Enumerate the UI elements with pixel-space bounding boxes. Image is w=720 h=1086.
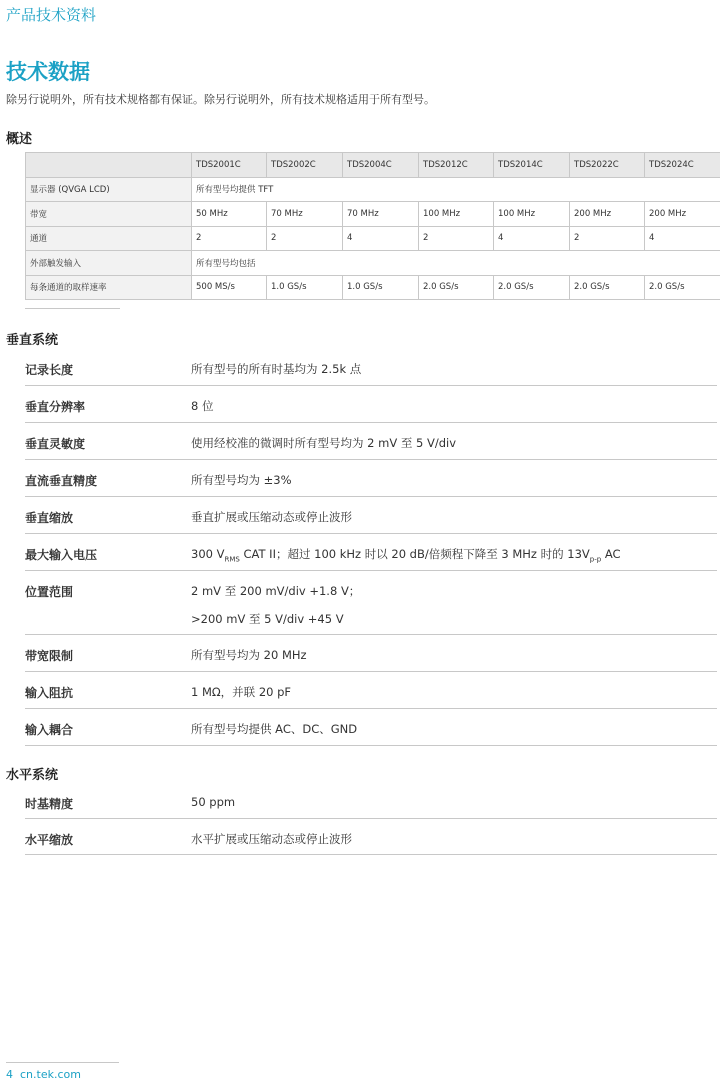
table-cell: 70 MHz xyxy=(343,202,419,227)
website-link[interactable]: cn.tek.com xyxy=(20,1068,81,1081)
row-label: 带宽 xyxy=(26,202,192,227)
table-cell: 1.0 GS/s xyxy=(267,275,343,300)
spec-label: 记录长度 xyxy=(25,363,74,377)
spec-label: 位置范围 xyxy=(25,585,74,599)
table-cell: 50 MHz xyxy=(192,202,267,227)
document-label: 产品技术资料 xyxy=(6,6,97,24)
table-cell: 1.0 GS/s xyxy=(343,275,419,300)
voltage-subscript: p-p xyxy=(589,555,602,564)
spec-row xyxy=(25,819,717,855)
model-header: TDS2002C xyxy=(267,153,343,178)
spec-label: 垂直灵敏度 xyxy=(25,437,86,451)
voltage-text: AC xyxy=(601,547,621,561)
table-row xyxy=(26,177,720,202)
model-header: TDS2004C xyxy=(343,153,419,178)
model-header: TDS2024C xyxy=(645,153,720,178)
table-cell: 200 MHz xyxy=(570,202,645,227)
table-cell: 100 MHz xyxy=(419,202,494,227)
spec-label: 垂直缩放 xyxy=(25,511,74,525)
page-number: 4 xyxy=(6,1068,13,1081)
table-corner-cell xyxy=(26,153,192,178)
spec-row xyxy=(25,672,717,709)
spec-row xyxy=(25,709,717,746)
voltage-text: 300 V xyxy=(191,547,225,561)
spec-row xyxy=(25,783,717,819)
table-cell: 2 xyxy=(267,226,343,251)
footer xyxy=(6,1068,81,1081)
voltage-subscript: RMS xyxy=(224,555,240,564)
table-cell: 2.0 GS/s xyxy=(645,275,720,300)
spec-value: 2 mV 至 200 mV/div +1.8 V； xyxy=(191,584,361,598)
spec-row xyxy=(25,349,717,386)
spec-value: >200 mV 至 5 V/div +45 V xyxy=(191,612,344,626)
spec-value: 所有型号均为 ±3% xyxy=(191,473,292,487)
table-row xyxy=(26,226,720,251)
footer-divider xyxy=(6,1062,119,1063)
spec-label: 水平缩放 xyxy=(25,833,74,847)
model-header: TDS2012C xyxy=(419,153,494,178)
table-row xyxy=(26,202,720,227)
spec-row xyxy=(25,386,717,423)
voltage-text: CAT II；超过 100 kHz 时以 20 dB/倍频程下降至 3 MHz 时的 13V xyxy=(239,547,590,561)
spec-value: 1 MΩ，并联 20 pF xyxy=(191,685,292,699)
spec-value: 50 ppm xyxy=(191,795,236,809)
table-header-row xyxy=(26,153,720,178)
table-cell: 2.0 GS/s xyxy=(570,275,645,300)
spec-value: 垂直扩展或压缩动态或停止波形 xyxy=(191,510,352,524)
model-header: TDS2001C xyxy=(192,153,267,178)
overview-table xyxy=(25,152,720,300)
spec-row xyxy=(25,497,717,534)
horizontal-spec-list xyxy=(25,783,717,855)
spec-value: 8 位 xyxy=(191,399,214,413)
table-cell: 70 MHz xyxy=(267,202,343,227)
spec-value: 所有型号的所有时基均为 2.5k 点 xyxy=(191,362,362,376)
table-cell: 2 xyxy=(419,226,494,251)
spec-row xyxy=(25,635,717,672)
table-cell: 4 xyxy=(494,226,570,251)
spec-value: 所有型号均提供 AC、DC、GND xyxy=(191,722,358,736)
table-cell: 100 MHz xyxy=(494,202,570,227)
spec-value xyxy=(191,546,621,563)
vertical-heading: 垂直系统 xyxy=(6,333,59,348)
row-label: 外部触发输入 xyxy=(26,251,192,276)
table-cell: 500 MS/s xyxy=(192,275,267,300)
spec-label: 输入耦合 xyxy=(25,723,74,737)
spec-label: 最大输入电压 xyxy=(25,548,98,562)
row-label: 每条通道的取样速率 xyxy=(26,275,192,300)
table-cell: 4 xyxy=(645,226,720,251)
spec-label: 带宽限制 xyxy=(25,649,74,663)
spec-label: 时基精度 xyxy=(25,797,74,811)
table-cell: 2 xyxy=(192,226,267,251)
spec-label: 输入阻抗 xyxy=(25,686,74,700)
spec-row xyxy=(25,571,717,635)
table-cell: 200 MHz xyxy=(645,202,720,227)
row-label: 通道 xyxy=(26,226,192,251)
spec-label: 直流垂直精度 xyxy=(25,474,98,488)
horizontal-heading: 水平系统 xyxy=(6,768,59,783)
table-cell: 所有型号均提供 TFT xyxy=(192,177,720,202)
table-cell: 4 xyxy=(343,226,419,251)
section-divider xyxy=(25,308,120,309)
spec-value: 所有型号均为 20 MHz xyxy=(191,648,307,662)
model-header: TDS2022C xyxy=(570,153,645,178)
vertical-spec-list xyxy=(25,349,717,746)
table-cell: 2 xyxy=(570,226,645,251)
overview-heading: 概述 xyxy=(6,132,33,147)
row-label: 显示器 (QVGA LCD) xyxy=(26,177,192,202)
table-cell: 2.0 GS/s xyxy=(494,275,570,300)
table-cell: 所有型号均包括 xyxy=(192,251,720,276)
page-subtitle: 除另行说明外，所有技术规格都有保证。除另行说明外，所有技术规格适用于所有型号。 xyxy=(6,93,435,106)
spec-row xyxy=(25,534,717,571)
spec-value: 使用经校准的微调时所有型号均为 2 mV 至 5 V/div xyxy=(191,436,457,450)
spec-value: 水平扩展或压缩动态或停止波形 xyxy=(191,832,352,846)
spec-row xyxy=(25,460,717,497)
table-row xyxy=(26,251,720,276)
table-cell: 2.0 GS/s xyxy=(419,275,494,300)
spec-row xyxy=(25,423,717,460)
page-title: 技术数据 xyxy=(6,60,90,84)
table-row xyxy=(26,275,720,300)
spec-label: 垂直分辨率 xyxy=(25,400,86,414)
model-header: TDS2014C xyxy=(494,153,570,178)
